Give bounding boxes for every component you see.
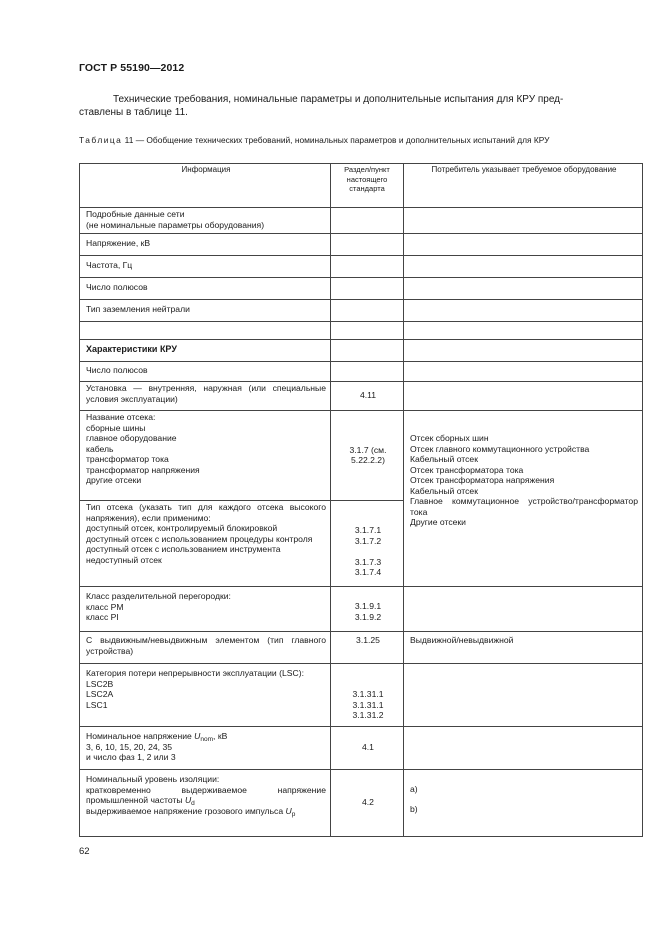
cell-empty (80, 322, 331, 340)
cell-empty (404, 234, 643, 256)
cell-empty (331, 300, 404, 322)
requirements-table (79, 163, 643, 837)
cell-empty (404, 256, 643, 278)
caption-text: 11 — Обобщение технических требований, номинальных параметров и дополнительных испытаний для КРУ (122, 135, 550, 145)
table-row (80, 300, 643, 322)
intro-line-2: ставлены в таблице 11. (79, 107, 188, 118)
cell-empty (331, 234, 404, 256)
header-info: Информация (80, 164, 331, 208)
page-number: 62 (79, 846, 90, 857)
cell-empty (404, 300, 643, 322)
table-row (80, 587, 643, 632)
cell-empty (331, 208, 404, 234)
insul-b-value: b) (410, 803, 418, 814)
ref-nominal-voltage: 4.1 (331, 727, 404, 770)
cell-empty (404, 587, 643, 632)
table-row (80, 632, 643, 664)
table-row (80, 664, 643, 727)
table-row (80, 340, 643, 362)
cell-insulation (80, 770, 331, 837)
cell-empty (404, 362, 643, 382)
up-symbol: U (285, 805, 292, 816)
table-row (80, 278, 643, 300)
ref-compartment-names: 3.1.7 (см. 5.22.2.2) (331, 411, 404, 501)
insul-text-b: выдерживаемое напряжение грозового импульса (86, 805, 284, 816)
cell-empty (331, 362, 404, 382)
nomv-symbol: U (194, 731, 201, 741)
table-row (80, 208, 643, 234)
document-header: ГОСТ Р 55190—2012 (79, 62, 185, 74)
cell-empty (404, 382, 643, 411)
cell-installation: Установка — внутренняя, наружная (или специальные условия эксплуатации) (80, 382, 331, 411)
cell-partition-class: Класс разделительной перегородки: класс PM класс PI (80, 587, 331, 632)
cell-empty (404, 208, 643, 234)
cell-compartment-list: Отсек сборных шин Отсек главного коммутационного устройства Кабельный отсек Отсек трансформатора тока Отсек трансформатора напряжения Кабельный отсек Главное коммутационное устройство/трансформатор тока Другие отсеки (404, 411, 643, 587)
cell-empty (331, 340, 404, 362)
table-row (80, 411, 643, 501)
nomv-text-a: Номинальное напряжение (86, 731, 195, 741)
cell-empty (404, 340, 643, 362)
cell-lsc: Категория потери непрерывности эксплуатации (LSC): LSC2B LSC2A LSC1 (80, 664, 331, 727)
cell-empty (331, 278, 404, 300)
section-title: Характеристики КРУ (80, 340, 331, 362)
cell-frequency: Частота, Гц (80, 256, 331, 278)
insul-text-a: Номинальный уровень изоляции: кратковременно выдерживаемое напряжение промышленной частоты (86, 774, 326, 805)
cell-empty (404, 727, 643, 770)
cell-compartment-names: Название отсека: сборные шины главное оборудование кабель трансформатор тока трансформатор напряжения другие отсеки (80, 411, 331, 501)
cell-empty (331, 256, 404, 278)
ud-symbol: U (184, 795, 192, 805)
cell-withdrawable-value: Выдвижной/невыдвижной (404, 632, 643, 664)
up-sub: p (291, 810, 296, 818)
table-row (80, 256, 643, 278)
table-row (80, 322, 643, 340)
nomv-sub: nom (200, 736, 214, 743)
table-row (80, 382, 643, 411)
ref-withdrawable: 3.1.25 (331, 632, 404, 664)
cell-empty (404, 278, 643, 300)
cell-poles-2: Число полюсов (80, 362, 331, 382)
cell-network: Подробные данные сети (не номинальные параметры оборудования) (80, 208, 331, 234)
cell-empty (404, 664, 643, 727)
cell-withdrawable: С выдвижным/невыдвижным элементом (тип главного устройства) (80, 632, 331, 664)
table-row (80, 770, 643, 837)
caption-label: Таблица (79, 135, 123, 145)
cell-nominal-voltage (80, 727, 331, 770)
cell-compartment-types: Тип отсека (указать тип для каждого отсека высокого напряжения), если применимо: доступный отсек, контролируемый блокировкой доступный отсек с использованием процедуры контроля доступный отсек с использованием инструмента недоступный отсек (80, 501, 331, 587)
table-header-row (80, 164, 643, 208)
table-row (80, 727, 643, 770)
cell-empty (331, 322, 404, 340)
ref-lsc: 3.1.31.1 3.1.31.1 3.1.31.2 (331, 664, 404, 727)
table-row (80, 362, 643, 382)
ref-installation: 4.11 (331, 382, 404, 411)
ref-compartment-types: 3.1.7.1 3.1.7.2 3.1.7.3 3.1.7.4 (331, 501, 404, 587)
intro-line-1: Технические требования, номинальные параметры и дополнительные испытания для КРУ пред- (113, 94, 564, 105)
intro-paragraph (79, 93, 614, 119)
cell-voltage: Напряжение, кВ (80, 234, 331, 256)
ud-sub: d (191, 800, 195, 807)
nomv-text-b: , кВ 3, 6, 10, 15, 20, 24, 35 и число фаз 1, 2 или 3 (86, 731, 228, 762)
header-section: Раздел/пункт настоящего стандарта (331, 164, 404, 208)
ref-insulation: 4.2 (331, 770, 404, 837)
table-row (80, 234, 643, 256)
cell-poles: Число полюсов (80, 278, 331, 300)
cell-insulation-values (404, 770, 643, 837)
table-caption (79, 135, 614, 146)
cell-empty (404, 322, 643, 340)
ref-partition-class: 3.1.9.1 3.1.9.2 (331, 587, 404, 632)
header-consumer: Потребитель указывает требуемое оборудование (404, 164, 643, 208)
insul-a-value: a) (410, 784, 418, 794)
cell-grounding: Тип заземления нейтрали (80, 300, 331, 322)
